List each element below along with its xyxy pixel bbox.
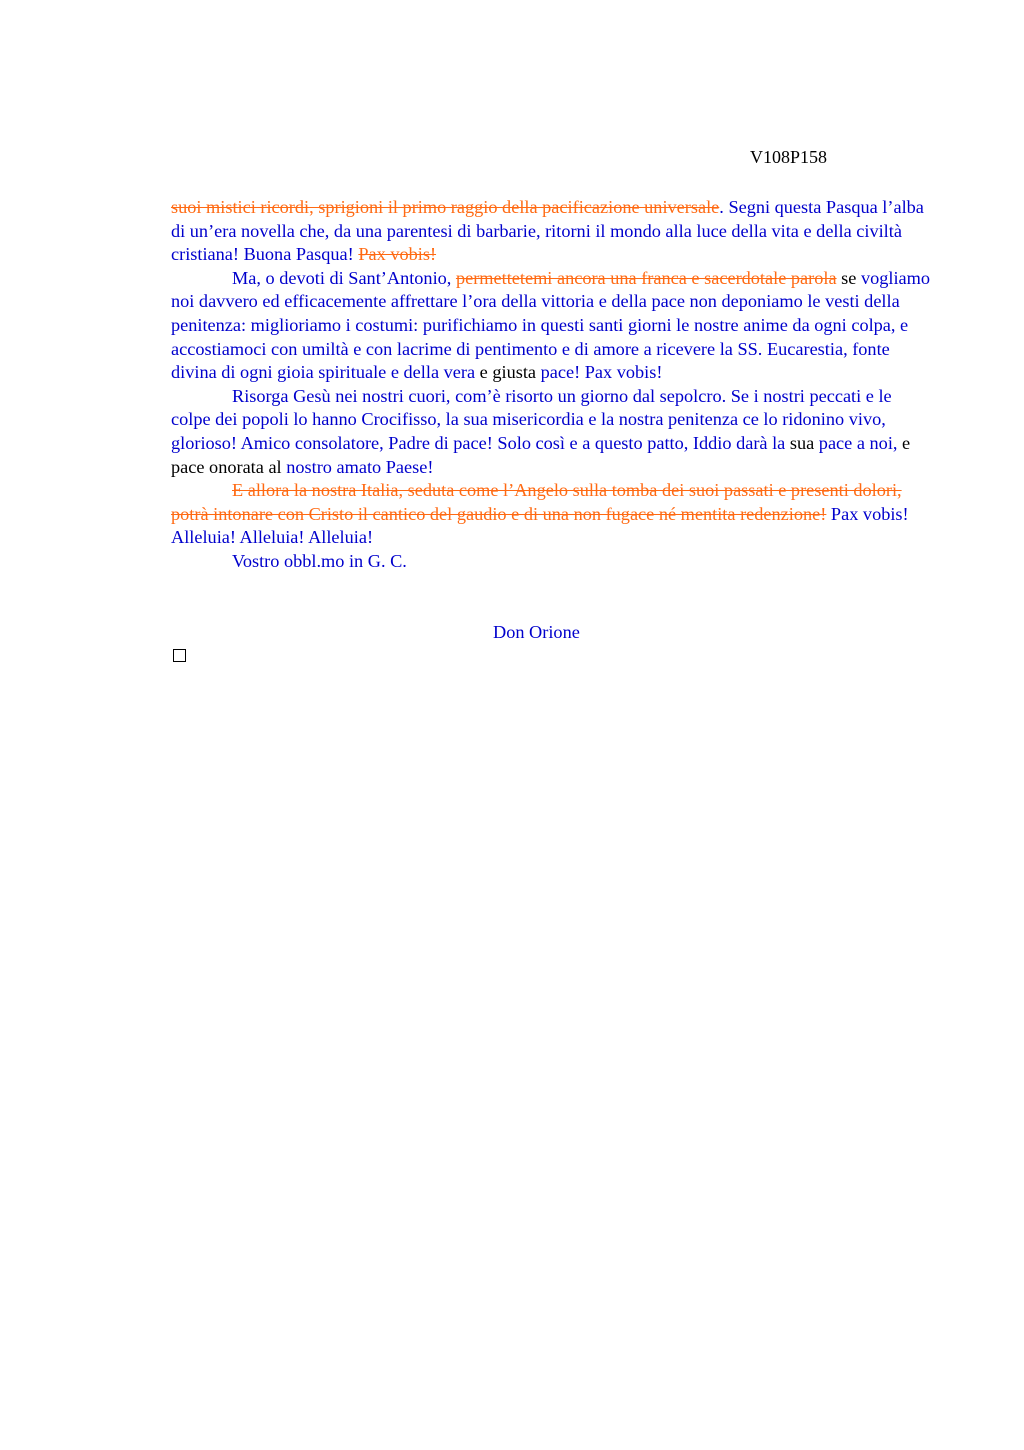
text-span: Ma, o devoti di Sant’Antonio, [232,267,456,288]
deleted-text: E allora la nostra Italia, seduta come l’Angelo sulla tomba dei suoi passati e presenti dolori, potrà intonare con Cristo il cantico del gaudio e di una non fugace né mentita redenzione! [171,480,902,524]
paragraph-1 [171,196,931,267]
deleted-text: suoi mistici ricordi, sprigioni il primo raggio della pacificazione universale [171,197,720,217]
text-span: nostro amato Paese! [286,456,434,477]
closing-line: Vostro obbl.mo in G. C. [232,550,407,571]
page-id: V108P158 [750,147,828,167]
text-span: pace! Pax vobis! [540,362,663,383]
text-span: vogliamo noi davvero ed efficacemente affrettare l’ora della vittoria e della pace non deponiamo le vesti della penitenza: miglioriamo i costumi: purifichiamo in questi santi giorni le nostre anime da ogni colpa, e accostiamoci con umiltà e con lacrime di pentimento e di amore a ricevere la SS. Eucarestia, fonte divina di ogni gioia spirituale e della vera [171,267,931,383]
inserted-text: e giusta [475,362,541,383]
deleted-text: Pax vobis! [358,244,437,265]
inserted-text: se [836,267,861,288]
inserted-text: sua [789,432,815,453]
text-span: Pax vobis! Alleluia! Alleluia! Alleluia! [171,503,909,548]
text-span: Risorga Gesù nei nostri cuori, com’è risorto un giorno dal sepolcro. Se i nostri peccati e le colpe dei popoli lo hanno Crocifisso, la sua misericordia e la nostra penitenza ce lo ridonino vivo, glorioso! Amico consolatore, Padre di pace! Solo così e a questo patto, Iddio darà la [171,385,892,453]
text-span: pace a noi, [814,432,898,453]
document-body [171,196,931,574]
inserted-text: e pace onorata al [171,432,911,477]
deleted-text: permettetemi ancora una franca e sacerdotale parola [455,267,837,288]
checkbox-square-icon [173,649,186,662]
text-span: . Segni questa Pasqua l’alba di un’era novella che, da una parentesi di barbarie, ritorni il mondo alla luce della vita e della civiltà cristiana! Buona Pasqua! [171,197,924,265]
paragraph-3 [171,385,931,479]
paragraph-4 [171,479,931,550]
signature: Don Orione [493,622,580,642]
paragraph-2 [171,267,931,385]
